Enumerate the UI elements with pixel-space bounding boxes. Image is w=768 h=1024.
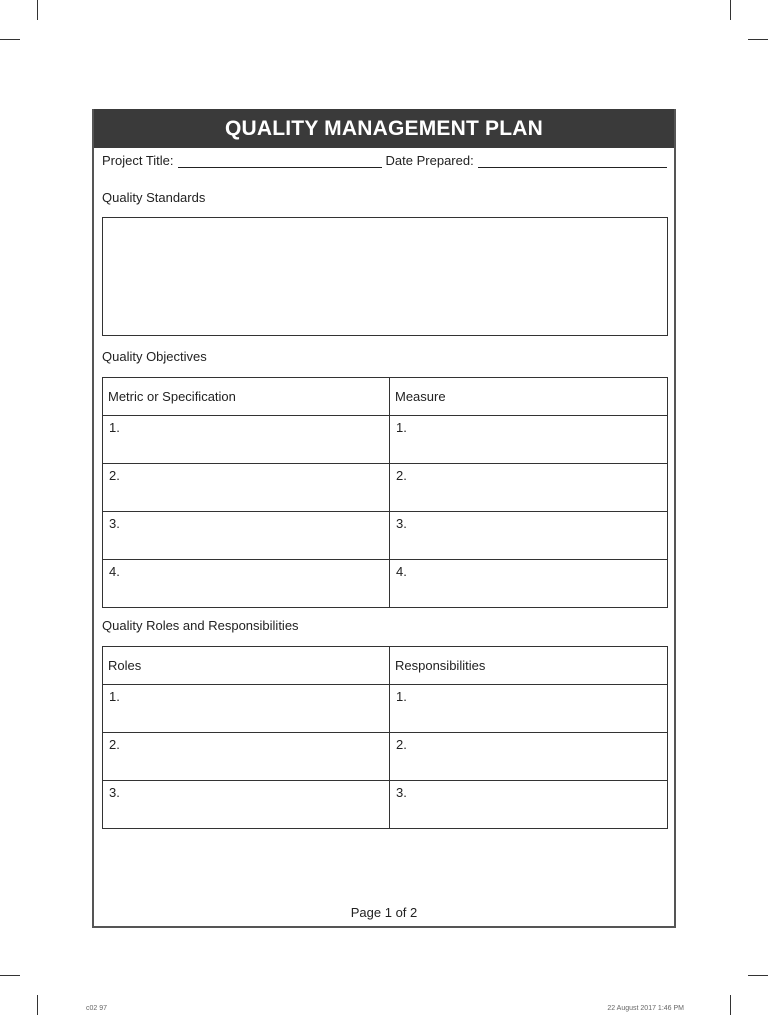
quality-objectives-heading: Quality Objectives [102,349,207,364]
column-header: Metric or Specification [103,378,390,416]
quality-standards-heading: Quality Standards [102,190,206,205]
responsibility-cell[interactable]: 3. [390,781,668,829]
metric-cell[interactable]: 3. [103,512,390,560]
table-row [103,560,668,608]
quality-objectives-table [102,377,668,608]
measure-cell[interactable]: 2. [390,464,668,512]
table-row [103,416,668,464]
table-row [103,733,668,781]
crop-mark [730,0,731,20]
table-row [103,781,668,829]
header-fields [102,153,668,168]
table-row [103,685,668,733]
table-row [103,512,668,560]
date-prepared-label: Date Prepared: [385,153,474,168]
project-title-label: Project Title: [102,153,174,168]
measure-cell[interactable]: 1. [390,416,668,464]
role-cell[interactable]: 3. [103,781,390,829]
form-title: QUALITY MANAGEMENT PLAN [224,116,544,140]
table-header-row [103,647,668,685]
metric-cell[interactable]: 4. [103,560,390,608]
crop-mark [748,39,768,40]
crop-mark [748,975,768,976]
metric-cell[interactable]: 2. [103,464,390,512]
role-cell[interactable]: 1. [103,685,390,733]
crop-mark [37,0,38,20]
column-header: Responsibilities [390,647,668,685]
metric-cell[interactable]: 1. [103,416,390,464]
responsibility-cell[interactable]: 1. [390,685,668,733]
quality-management-plan-form [92,109,676,928]
quality-roles-table [102,646,668,829]
column-header: Roles [103,647,390,685]
form-title-banner [94,109,674,148]
measure-cell[interactable]: 4. [390,560,668,608]
date-prepared-field[interactable] [478,153,667,168]
project-title-field[interactable] [178,153,382,168]
crop-mark [0,975,20,976]
quality-roles-heading: Quality Roles and Responsibilities [102,618,299,633]
measure-cell[interactable]: 3. [390,512,668,560]
table-row [103,464,668,512]
role-cell[interactable]: 2. [103,733,390,781]
column-header: Measure [390,378,668,416]
slug-right: 22 August 2017 1:46 PM [607,1005,684,1012]
table-header-row [103,378,668,416]
page-number: Page 1 of 2 [350,905,418,920]
crop-mark [37,995,38,1015]
responsibility-cell[interactable]: 2. [390,733,668,781]
crop-mark [0,39,20,40]
slug-left: c02 97 [86,1005,108,1012]
crop-mark [730,995,731,1015]
quality-standards-box[interactable] [102,217,668,336]
